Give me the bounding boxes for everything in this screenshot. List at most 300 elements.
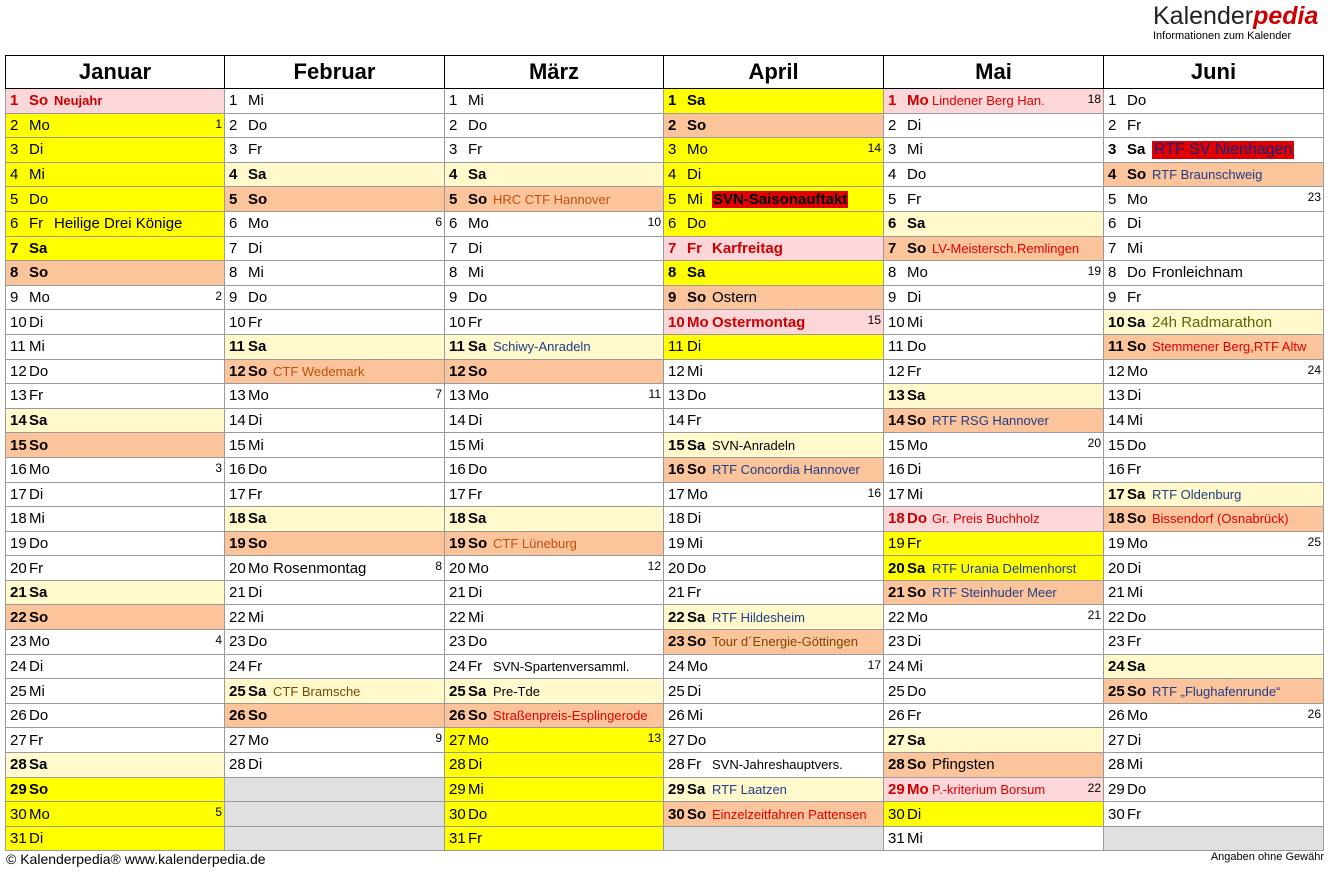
day-cell[interactable] [884,261,1104,286]
weekday: Sa [29,239,48,257]
day-cell[interactable] [445,605,664,630]
day-cell[interactable] [884,679,1104,704]
weekday: Do [687,559,707,577]
day-cell[interactable] [664,703,884,728]
day-cell[interactable] [664,138,884,163]
day-number: 2 [229,116,238,134]
day-cell[interactable] [1104,654,1324,679]
day-number: 20 [229,559,246,577]
day-cell[interactable] [445,187,664,212]
day-cell[interactable] [6,334,225,359]
day-number: 5 [668,190,677,208]
day-cell[interactable] [6,728,225,753]
weekday: Mo [1127,362,1148,380]
day-cell[interactable] [664,482,884,507]
day-row [6,334,1324,359]
day-cell[interactable] [884,408,1104,433]
day-cell[interactable] [1104,556,1324,581]
day-cell[interactable] [445,679,664,704]
weekday: Mo [29,289,50,307]
day-cell[interactable] [664,728,884,753]
day-cell[interactable] [884,482,1104,507]
day-cell[interactable] [1104,187,1324,212]
day-cell[interactable] [664,654,884,679]
day-cell[interactable] [664,531,884,556]
day-cell[interactable] [445,261,664,286]
day-cell[interactable] [445,285,664,310]
day-cell[interactable] [225,605,445,630]
day-cell[interactable] [1104,679,1324,704]
day-cell[interactable] [884,703,1104,728]
day-number: 12 [10,362,27,380]
day-number: 27 [449,731,466,749]
weekday: Mo [248,731,269,749]
day-cell[interactable] [445,826,664,851]
day-cell[interactable] [884,802,1104,827]
week-number: 10 [647,214,661,229]
day-cell[interactable] [664,802,884,827]
day-number: 12 [888,362,905,380]
weekday: So [468,534,488,552]
day-row [6,162,1324,187]
weekday: So [687,289,707,307]
event-label: RTF RSG Hannover [932,413,1049,429]
day-cell[interactable] [884,187,1104,212]
day-number: 13 [229,387,246,405]
day-cell[interactable] [6,703,225,728]
day-cell[interactable] [445,457,664,482]
day-cell[interactable] [445,433,664,458]
weekday: Fr [907,190,922,208]
day-cell[interactable] [225,679,445,704]
day-cell[interactable] [1104,482,1324,507]
event-label: 24h Radmarathon [1152,313,1273,331]
day-cell[interactable] [1104,507,1324,532]
day-cell[interactable] [884,753,1104,778]
day-cell[interactable] [225,728,445,753]
day-cell[interactable] [445,359,664,384]
day-cell[interactable] [884,728,1104,753]
day-number: 11 [449,338,465,356]
weekday: Mo [907,92,929,110]
day-cell[interactable] [225,457,445,482]
day-cell[interactable] [6,384,225,409]
day-cell[interactable] [225,211,445,236]
day-cell[interactable] [884,777,1104,802]
day-cell[interactable] [1104,261,1324,286]
day-cell[interactable] [664,285,884,310]
event-label: HRC CTF Hannover [493,191,611,207]
day-cell[interactable] [1104,384,1324,409]
weekday: So [29,264,49,282]
day-number: 26 [668,707,685,725]
weekday: Di [687,682,702,700]
day-number: 31 [10,830,27,848]
day-cell[interactable] [445,728,664,753]
day-cell[interactable] [6,408,225,433]
day-cell[interactable] [664,261,884,286]
day-cell[interactable] [884,531,1104,556]
day-cell[interactable] [445,556,664,581]
weekday: So [687,805,707,823]
weekday: Fr [29,215,44,233]
day-cell[interactable] [664,556,884,581]
weekday: Mo [687,141,708,159]
day-cell[interactable] [225,89,445,114]
day-cell[interactable] [664,162,884,187]
day-cell[interactable] [664,113,884,138]
day-cell[interactable] [884,359,1104,384]
day-number: 25 [229,682,246,700]
day-number: 10 [888,313,905,331]
day-cell[interactable] [6,507,225,532]
weekday: Mo [907,780,929,798]
day-cell[interactable] [6,654,225,679]
day-number: 28 [10,756,27,774]
day-number: 1 [1108,92,1117,110]
day-cell[interactable] [1104,138,1324,163]
weekday: Sa [907,215,926,233]
day-cell[interactable] [884,384,1104,409]
day-cell[interactable] [445,89,664,114]
weekday: Di [248,412,263,430]
day-number: 20 [888,559,905,577]
day-cell[interactable] [225,531,445,556]
weekday: Di [468,239,483,257]
day-cell[interactable] [225,433,445,458]
day-number: 3 [10,141,19,159]
day-cell[interactable] [6,211,225,236]
day-number: 9 [1108,289,1117,307]
day-cell[interactable] [664,605,884,630]
day-cell[interactable] [6,310,225,335]
day-cell[interactable] [6,802,225,827]
day-cell[interactable] [445,408,664,433]
event-label: Stemmener Berg,RTF Altw [1152,339,1307,355]
day-cell[interactable] [225,261,445,286]
day-cell[interactable] [6,359,225,384]
day-number: 25 [668,682,685,700]
day-number: 23 [888,633,905,651]
day-cell[interactable] [664,89,884,114]
weekday: So [29,436,49,454]
day-cell[interactable] [664,433,884,458]
day-number: 25 [1108,682,1125,700]
day-cell[interactable] [445,630,664,655]
day-cell[interactable] [6,753,225,778]
day-number: 18 [668,510,685,528]
day-cell[interactable] [6,605,225,630]
day-cell[interactable] [664,580,884,605]
day-cell[interactable] [884,605,1104,630]
day-cell[interactable] [6,580,225,605]
day-cell[interactable] [6,261,225,286]
day-number: 15 [1108,436,1125,454]
day-cell[interactable] [445,310,664,335]
day-cell[interactable] [225,482,445,507]
weekday: Mo [468,387,489,405]
day-cell[interactable] [1104,236,1324,261]
day-cell[interactable] [1104,630,1324,655]
weekday: Mi [907,141,923,159]
event-label: CTF Bramsche [273,683,361,699]
day-cell[interactable] [225,703,445,728]
event-label: CTF Lüneburg [493,535,577,551]
day-cell[interactable] [6,482,225,507]
day-cell[interactable] [664,679,884,704]
day-number: 6 [10,215,19,233]
day-number: 20 [668,559,685,577]
day-number: 30 [10,805,27,823]
day-cell[interactable] [664,507,884,532]
day-cell[interactable] [225,334,445,359]
event-label: SVN-Jahreshauptvers. [712,757,843,773]
day-cell[interactable] [884,285,1104,310]
day-cell[interactable] [884,457,1104,482]
day-cell[interactable] [225,138,445,163]
day-number: 17 [229,485,246,503]
day-cell[interactable] [664,384,884,409]
weekday: Mo [468,731,489,749]
weekday: Fr [1127,289,1142,307]
day-cell[interactable] [225,187,445,212]
day-cell[interactable] [445,531,664,556]
week-number: 14 [867,141,881,156]
day-cell[interactable] [664,753,884,778]
day-cell[interactable] [6,777,225,802]
day-cell[interactable] [884,556,1104,581]
day-cell[interactable] [884,826,1104,851]
day-cell[interactable] [225,113,445,138]
day-cell[interactable] [225,654,445,679]
day-cell[interactable] [6,162,225,187]
day-cell[interactable] [6,433,225,458]
day-cell[interactable] [445,777,664,802]
weekday: Mi [1127,239,1143,257]
day-cell[interactable] [664,630,884,655]
weekday: Mo [687,485,708,503]
weekday: Do [1127,92,1147,110]
day-cell[interactable] [664,334,884,359]
day-cell[interactable] [1104,408,1324,433]
day-cell[interactable] [6,285,225,310]
event-label: RTF Hildesheim [712,609,805,625]
day-cell[interactable] [445,236,664,261]
day-cell[interactable] [1104,113,1324,138]
day-cell[interactable] [884,654,1104,679]
weekday: Do [248,289,268,307]
day-number: 30 [449,805,466,823]
weekday: Mo [29,116,50,134]
day-cell[interactable] [225,359,445,384]
day-cell[interactable] [1104,753,1324,778]
day-row [6,580,1324,605]
event-label: CTF Wedemark [273,363,365,379]
weekday: Sa [468,682,487,700]
weekday: Mo [907,608,928,626]
weekday: Sa [687,608,706,626]
day-cell[interactable] [6,457,225,482]
weekday: Fr [1127,805,1142,823]
day-cell[interactable] [884,507,1104,532]
day-number: 11 [1108,338,1124,356]
day-cell[interactable] [445,384,664,409]
day-cell[interactable] [1104,162,1324,187]
day-number: 29 [10,780,27,798]
day-cell[interactable] [6,138,225,163]
day-row [6,457,1324,482]
day-cell[interactable] [884,580,1104,605]
day-cell[interactable] [445,482,664,507]
day-cell[interactable] [884,138,1104,163]
weekday: Di [687,510,702,528]
day-number: 20 [1108,559,1125,577]
day-cell[interactable] [884,162,1104,187]
weekday: So [29,608,49,626]
day-cell[interactable] [225,384,445,409]
day-cell[interactable] [6,89,225,114]
day-cell[interactable] [664,408,884,433]
day-cell[interactable] [664,777,884,802]
day-cell[interactable] [664,187,884,212]
day-number: 26 [888,707,905,725]
day-cell[interactable] [1104,531,1324,556]
day-number: 11 [888,338,904,356]
weekday: Di [1127,215,1142,233]
day-cell[interactable] [1104,359,1324,384]
day-cell[interactable] [1104,211,1324,236]
day-cell[interactable] [445,113,664,138]
day-cell[interactable] [225,580,445,605]
day-cell[interactable] [884,89,1104,114]
day-row [6,531,1324,556]
day-number: 9 [10,289,19,307]
weekday: Sa [248,682,267,700]
day-cell[interactable] [6,826,225,851]
day-cell[interactable] [664,310,884,335]
weekday: Mo [468,559,489,577]
day-cell[interactable] [445,334,664,359]
day-cell[interactable] [1104,580,1324,605]
day-cell[interactable] [1104,703,1324,728]
day-cell[interactable] [884,433,1104,458]
day-cell[interactable] [445,211,664,236]
day-number: 7 [10,239,19,257]
day-cell[interactable] [445,753,664,778]
day-cell[interactable] [6,630,225,655]
weekday: Mo [907,436,928,454]
day-number: 10 [10,313,27,331]
day-number: 19 [668,534,685,552]
day-cell[interactable] [1104,433,1324,458]
day-cell[interactable] [6,236,225,261]
day-cell[interactable] [1104,89,1324,114]
day-cell[interactable] [6,556,225,581]
day-cell[interactable] [1104,777,1324,802]
day-cell[interactable] [1104,334,1324,359]
day-cell[interactable] [6,531,225,556]
weekday: Do [248,633,268,651]
day-cell[interactable] [664,236,884,261]
day-cell[interactable] [884,211,1104,236]
day-cell[interactable] [884,236,1104,261]
day-cell[interactable] [6,113,225,138]
day-cell[interactable] [225,753,445,778]
day-cell[interactable] [225,285,445,310]
weekday: Sa [29,756,48,774]
day-cell[interactable] [1104,285,1324,310]
day-cell[interactable] [225,162,445,187]
weekday: Di [468,756,483,774]
day-cell[interactable] [1104,457,1324,482]
day-cell[interactable] [445,580,664,605]
day-number: 15 [229,436,246,454]
day-cell[interactable] [884,310,1104,335]
day-cell[interactable] [225,310,445,335]
weekday: Sa [907,731,926,749]
day-cell[interactable] [884,113,1104,138]
weekday: So [687,633,707,651]
day-cell[interactable] [664,211,884,236]
day-cell[interactable] [6,187,225,212]
day-cell[interactable] [445,162,664,187]
day-cell[interactable] [884,630,1104,655]
day-cell[interactable] [445,802,664,827]
day-number: 16 [888,461,905,479]
day-cell[interactable] [664,457,884,482]
weekday: Di [907,805,922,823]
weekday: Mi [248,92,264,110]
day-cell[interactable] [445,507,664,532]
day-cell[interactable] [225,630,445,655]
day-cell[interactable] [225,507,445,532]
weekday: Mo [687,313,709,331]
day-number: 3 [449,141,458,159]
day-cell[interactable] [445,654,664,679]
day-number: 13 [888,387,905,405]
day-number: 26 [229,707,246,725]
weekday: Di [248,756,263,774]
day-cell[interactable] [225,556,445,581]
week-number: 22 [1087,780,1101,795]
day-number: 1 [229,92,238,110]
weekday: Fr [468,485,483,503]
day-cell[interactable] [225,236,445,261]
weekday: So [468,707,488,725]
day-cell[interactable] [1104,802,1324,827]
day-number: 11 [229,338,245,356]
day-cell[interactable] [1104,605,1324,630]
day-number: 3 [229,141,238,159]
day-number: 27 [229,731,246,749]
weekday: Sa [1127,485,1146,503]
day-cell[interactable] [445,703,664,728]
day-cell[interactable] [664,359,884,384]
weekday: Di [248,239,263,257]
week-number: 8 [435,559,442,574]
weekday: Di [468,584,483,602]
day-row [6,802,1324,827]
day-number: 14 [10,412,27,430]
day-cell[interactable] [1104,310,1324,335]
day-cell[interactable] [884,334,1104,359]
day-cell[interactable] [1104,728,1324,753]
day-number: 24 [668,657,685,675]
day-cell[interactable] [445,138,664,163]
day-number: 21 [10,584,27,602]
day-cell[interactable] [6,679,225,704]
day-cell[interactable] [225,408,445,433]
